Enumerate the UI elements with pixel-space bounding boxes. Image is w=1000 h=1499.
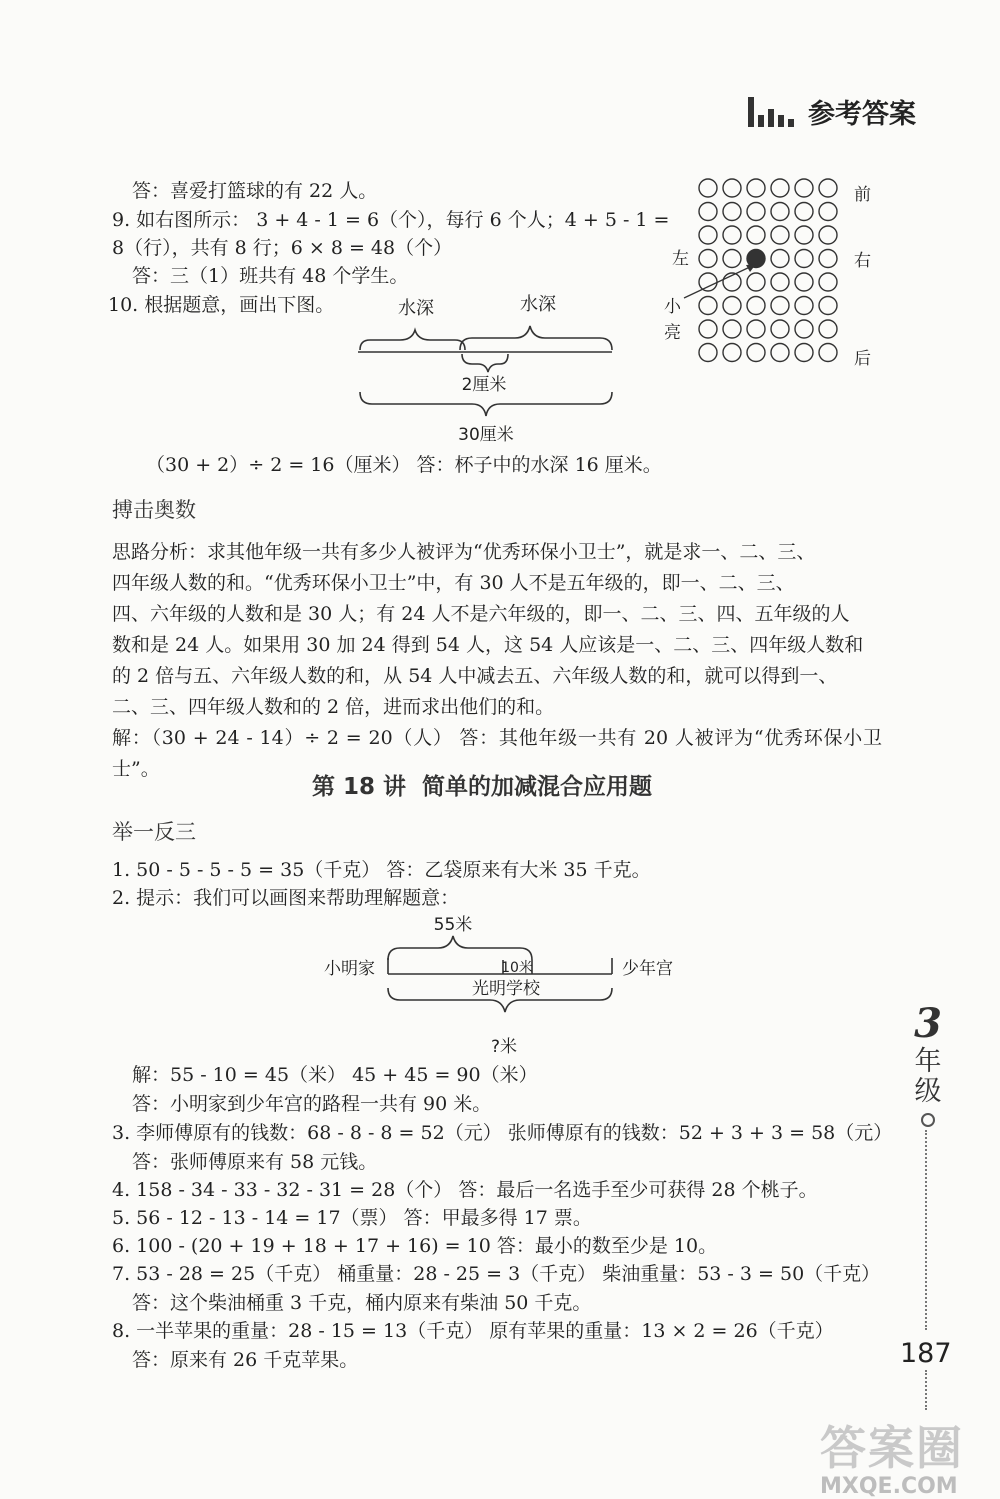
grade-number: 3	[914, 1000, 942, 1047]
brace-total	[360, 392, 612, 416]
header-title: 参考答案	[808, 99, 916, 130]
seat-circle	[771, 297, 789, 315]
analysis-line: 的 2 倍与五、六年级人数的和，从 54 人中减去五、六年级人数的和，就可以得到一、	[112, 665, 838, 687]
grade-text-1: 年	[914, 1046, 942, 1077]
q7-answer: 答：这个柴油桶重 3 千克，桶内原来有柴油 50 千克。	[132, 1292, 592, 1314]
back-label: 后	[854, 349, 871, 369]
water-label-left: 水深	[398, 298, 434, 319]
seat-grid-figure	[660, 172, 880, 372]
grade-text-2: 级	[914, 1076, 942, 1107]
seat-circle	[819, 320, 837, 338]
seat-circle	[795, 297, 813, 315]
seat-circle	[723, 226, 741, 244]
seat-circle	[795, 179, 813, 197]
q7-line: 7. 53 - 28 = 25（千克） 桶重量：28 - 25 = 3（千克） 柴油重量：53 - 3 = 50（千克）	[112, 1263, 881, 1285]
seat-circle	[699, 179, 717, 197]
seat-circle	[795, 250, 813, 268]
q6-line: 6. 100 - (20 + 19 + 18 + 17 + 16) = 10 答：最小的数至少是 10。	[112, 1235, 718, 1257]
person-label-2: 亮	[664, 323, 681, 343]
seat-circle	[699, 250, 717, 268]
seat-circle	[819, 226, 837, 244]
q9-line2: 8（行），共有 8 行；6 × 8 = 48（个）	[112, 237, 453, 259]
lecture-title: 简单的加减混合应用题	[422, 774, 652, 800]
q10-line: 10. 根据题意，画出下图。	[108, 294, 335, 316]
water-label-right: 水深	[520, 294, 556, 315]
pointer-arrow	[684, 266, 752, 298]
seat-circle	[795, 203, 813, 221]
analysis-paragraph	[112, 537, 882, 785]
seat-circle	[771, 203, 789, 221]
lecture-number: 第 18 讲	[312, 774, 407, 800]
seat-circle	[819, 179, 837, 197]
analysis-line: 四、六年级的人数和是 30 人；有 24 人不是六年级的，即一、二、三、四、五年级的人	[112, 603, 850, 625]
section-heading-bojiao: 搏击奥数	[112, 498, 196, 522]
seat-circle	[747, 273, 765, 291]
right-label: 右	[854, 251, 871, 271]
q1-line: 1. 50 - 5 - 5 - 5 = 35（千克） 答：乙袋原来有大米 35 千克。	[112, 859, 651, 881]
seat-circle	[699, 320, 717, 338]
q10-formula: （30 + 2）÷ 2 = 16（厘米） 答：杯子中的水深 16 厘米。	[146, 454, 662, 476]
watermark	[820, 1412, 964, 1499]
left-label: 左	[672, 249, 689, 269]
analysis-line: 思路分析：求其他年级一共有多少人被评为“优秀环保小卫士”，就是求一、二、三、	[112, 541, 816, 563]
seat-circle	[795, 273, 813, 291]
answer-line: 答：喜爱打篮球的有 22 人。	[132, 180, 378, 202]
side-dotted-line	[925, 1130, 927, 1330]
seat-circle	[723, 250, 741, 268]
grade-dot-icon	[921, 1113, 935, 1127]
q2-solution-1: 解：55 - 10 = 45（米） 45 + 45 = 90（米）	[132, 1064, 538, 1086]
seat-circle	[747, 320, 765, 338]
header-logo-icon	[748, 97, 794, 127]
brace-overlap	[462, 354, 508, 372]
seat-circle	[699, 273, 717, 291]
solution-line: 解：（30 + 24 - 14）÷ 2 = 20（人） 答：其他年级一共有 20 人被评为“优秀环保小卫士”。	[112, 727, 882, 780]
seat-circle	[819, 250, 837, 268]
seat-circle	[747, 297, 765, 315]
seat-circle	[819, 203, 837, 221]
seat-circle	[699, 226, 717, 244]
seat-circle	[819, 273, 837, 291]
watermark-main: 答案圈	[820, 1421, 964, 1475]
grade-marker	[908, 1000, 948, 1127]
seat-circle	[771, 226, 789, 244]
seat-circle	[795, 344, 813, 362]
q4-line: 4. 158 - 34 - 33 - 32 - 31 = 28（个） 答：最后一名选手至少可获得 28 个桃子。	[112, 1179, 818, 1201]
analysis-line: 二、三、四年级人数和的 2 倍，进而求出他们的和。	[112, 696, 555, 718]
seat-circle	[771, 250, 789, 268]
q2-solution-2: 答：小明家到少年宫的路程一共有 90 米。	[132, 1093, 492, 1115]
seat-circle	[747, 344, 765, 362]
q8-answer: 答：原来有 26 千克苹果。	[132, 1349, 359, 1371]
watermark-sub: MXQE.COM	[820, 1474, 958, 1499]
seat-circle	[819, 297, 837, 315]
q5-line: 5. 56 - 12 - 13 - 14 = 17（票） 答：甲最多得 17 票。	[112, 1207, 592, 1229]
q8-line: 8. 一半苹果的重量：28 - 15 = 13（千克） 原有苹果的重量：13 × 2 = 26（千克）	[112, 1320, 834, 1342]
seat-circle	[771, 344, 789, 362]
section-heading-practice: 举一反三	[112, 820, 196, 844]
q9-line1: 9. 如右图所示： 3 + 4 - 1 = 6（个），每行 6 个人；4 + 5 - 1 =	[112, 209, 670, 231]
route-bottom-label: ?米	[490, 1037, 518, 1057]
seat-circle	[819, 344, 837, 362]
total-label: 30厘米	[458, 425, 514, 445]
seat-circle	[771, 179, 789, 197]
route-left-label: 小明家	[324, 959, 375, 979]
route-inner-label: 10米	[501, 960, 533, 976]
route-middle-label: 光明学校	[472, 979, 540, 999]
page-number: 187	[900, 1338, 952, 1369]
q9-answer: 答：三（1）班共有 48 个学生。	[132, 265, 409, 287]
seat-circle	[771, 320, 789, 338]
q2-line: 2. 提示：我们可以画图来帮助理解题意：	[112, 887, 460, 909]
water-depth-diagram	[350, 290, 630, 460]
q3-answer: 答：张师傅原来有 58 元钱。	[132, 1151, 378, 1173]
seat-circle	[723, 179, 741, 197]
front-label: 前	[854, 185, 871, 205]
analysis-line: 数和是 24 人。如果用 30 加 24 得到 54 人，这 54 人应该是一、二、三、四年级人数和	[112, 634, 864, 656]
seat-circle	[771, 273, 789, 291]
seat-circle	[723, 320, 741, 338]
seat-circle	[723, 344, 741, 362]
seat-circle	[723, 203, 741, 221]
seat-circle	[699, 344, 717, 362]
side-dotted-line-lower	[925, 1370, 927, 1410]
brace-right-top	[460, 326, 612, 350]
route-diagram	[320, 910, 700, 1060]
overlap-label: 2厘米	[461, 375, 507, 395]
seat-circle	[723, 297, 741, 315]
brace-left-top	[360, 330, 465, 350]
seat-circle	[747, 226, 765, 244]
route-top-label: 55米	[433, 915, 473, 935]
q3-line: 3. 李师傅原有的钱数：68 - 8 - 8 = 52（元） 张师傅原有的钱数：52 + 3 + 3 = 58（元）	[112, 1122, 893, 1144]
route-right-label: 少年宫	[622, 959, 673, 979]
seat-circle	[699, 297, 717, 315]
seat-circle	[795, 320, 813, 338]
page-header	[748, 92, 916, 131]
seat-circle	[699, 203, 717, 221]
seat-circle	[747, 203, 765, 221]
seat-circle	[795, 226, 813, 244]
analysis-line: 四年级人数的和。“优秀环保小卫士”中，有 30 人不是五年级的，即一、二、三、	[112, 572, 795, 594]
brace-55m	[388, 936, 532, 960]
person-label-1: 小	[664, 297, 681, 317]
seat-circle	[747, 179, 765, 197]
